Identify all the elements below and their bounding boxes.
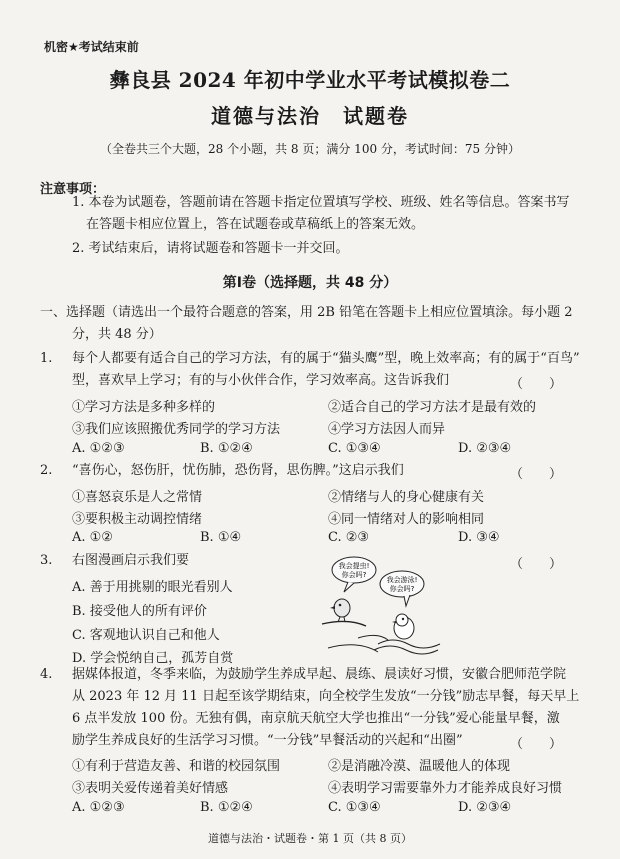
q4-answer-blank: （ ） [510,737,563,752]
q4-stem-line-3: 6 点半发放 100 份。无独有偶，南京航天航空大学也推出“一分钱”爱心能量早餐，激 [72,711,560,726]
q1-statement-3: ③我们应该照搬优秀同学的学习方法 [72,422,281,437]
q2-option-c: C. ②③ [328,530,370,545]
q3-answer-blank: （ ） [510,557,563,572]
q4-stem-line-1: 据媒体报道，冬季来临，为鼓励学生养成早起、晨练、晨读好习惯，安徽合肥师范学院 [72,667,567,682]
speech-bubble-bird [332,557,376,583]
q4-statement-4: ④表明学习需要靠外力才能养成良好习惯 [328,781,563,796]
q1-stem-line-2: 型，喜欢早上学习；有的与小伙伴合作，学习效率高。这告诉我们 [72,373,450,388]
q3-option-b: B. 接受他人的所有评价 [72,604,207,619]
bubble-bird-line-2: 你会吗? [341,571,367,579]
speech-bubble-duck [380,571,424,597]
q2-option-d: D. ③④ [458,530,500,545]
notice-item-1-line-1: 1. 本卷为试题卷，答题前请在答题卡指定位置填写学校、班级、姓名等信息。答案书写 [72,195,570,210]
exam-info: （全卷共三个大题，28 个小题，共 8 页；满分 100 分，考试时间：75 分钟） [100,142,520,156]
q1-option-c: C. ①③④ [328,441,381,456]
q4-statement-3: ③表明关爱传递着美好情感 [72,781,229,796]
q1-answer-blank: （ ） [510,377,563,392]
q4-statement-1: ①有利于营造友善、和谐的校园氛围 [72,759,281,774]
q1-option-b: B. ①②④ [200,441,253,456]
q2-number: 2. [40,463,53,478]
q2-statement-2: ②情绪与人的身心健康有关 [328,490,485,505]
section-instruction-line-2: 分，共 48 分） [72,327,162,342]
page-footer: 道德与法治・试题卷・第 1 页（共 8 页） [208,832,412,845]
q1-statement-4: ④学习方法因人而异 [328,422,446,437]
q4-number: 4. [40,667,53,682]
exam-title: 彝良县 2024 年初中学业水平考试模拟卷二 [109,68,511,92]
notice-item-2: 2. 考试结束后，请将试题卷和答题卡一并交回。 [72,241,349,256]
q2-answer-blank: （ ） [510,467,563,482]
q2-statement-3: ③要积极主动调控情绪 [72,512,203,527]
section-title: 第Ⅰ卷（选择题，共 48 分） [222,275,398,291]
q4-option-c: C. ①③④ [328,800,381,815]
bubble-duck-line-2: 你会吗? [389,585,415,593]
q4-stem-line-2: 从 2023 年 12 月 11 日起至该学期结束，向全校学生发放“一分钱”励志早餐，每天早上 [72,689,580,704]
q4-option-a: A. ①②③ [72,800,125,815]
q3-option-d: D. 学会悦纳自己，孤芳自赏 [72,651,234,666]
q3-option-c: C. 客观地认识自己和他人 [72,628,220,643]
q4-statement-2: ②是消融冷漠、温暖他人的体现 [328,759,511,774]
confidential-label: 机密★考试结束前 [44,40,139,54]
q1-number: 1. [40,351,53,366]
q2-option-a: A. ①② [72,530,113,545]
bubble-bird-line-1: 我会提虫! [338,562,370,570]
q4-option-d: D. ②③④ [458,800,512,815]
q1-statement-2: ②适合自己的学习方法才是最有效的 [328,400,537,415]
q1-option-a: A. ①②③ [72,441,125,456]
q2-statement-4: ④同一情绪对人的影响相同 [328,512,485,527]
q4-option-b: B. ①②④ [200,800,253,815]
q2-stem: “喜伤心，怒伤肝，忧伤肺，恐伤肾，思伤脾。”这启示我们 [72,463,404,478]
q3-number: 3. [40,553,53,568]
q1-stem-line-1: 每个人都要有适合自己的学习方法，有的属于“猫头鹰”型，晚上效率高；有的属于“百鸟” [72,351,580,366]
cartoon-illustration [318,548,442,658]
exam-subtitle: 道德与法治 试题卷 [211,104,409,128]
bird-figure [322,599,366,626]
bubble-duck-line-1: 我会游泳! [386,576,418,584]
notice-heading: 注意事项： [40,182,106,197]
q1-statement-1: ①学习方法是多种多样的 [72,400,216,415]
q3-option-a: A. 善于用挑剔的眼光看别人 [72,580,233,595]
q1-option-d: D. ②③④ [458,441,512,456]
section-instruction-line-1: 一、选择题（请选出一个最符合题意的答案，用 2B 铅笔在答题卡上相应位置填涂。每小题 2 [40,305,573,320]
q2-option-b: B. ①④ [200,530,242,545]
q3-stem: 右图漫画启示我们要 [72,553,190,568]
q4-stem-line-4: 励学生养成良好的生活学习习惯。“一分钱”早餐活动的兴起和“出圈” [72,733,463,748]
notice-item-1-line-2: 在答题卡相应位置上，答在试题卷或草稿纸上的答案无效。 [86,217,425,232]
q2-statement-1: ①喜怒哀乐是人之常情 [72,490,203,505]
